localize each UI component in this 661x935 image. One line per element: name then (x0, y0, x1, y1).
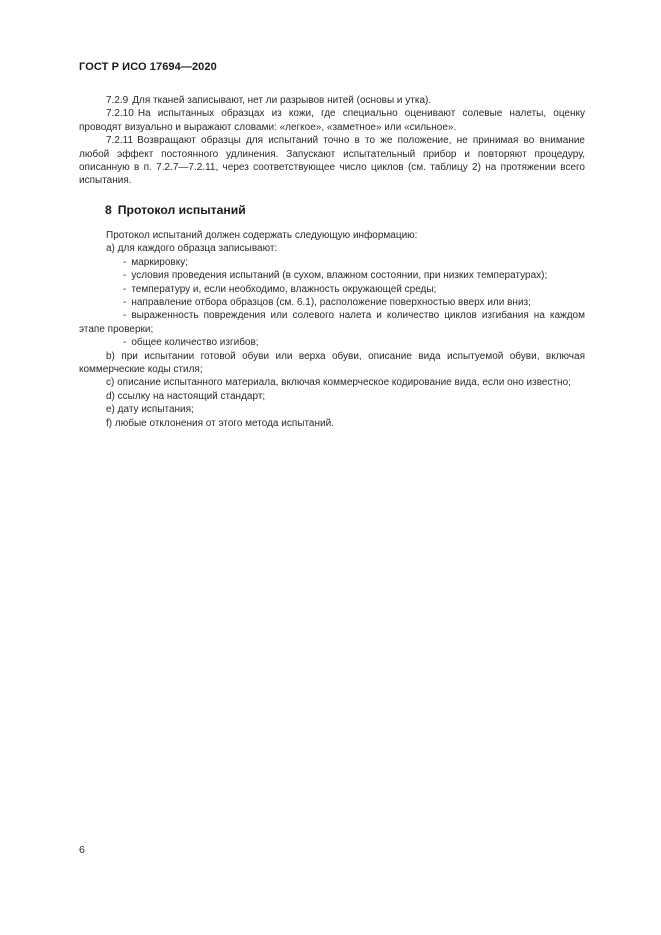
clause-text: Для тканей записывают, нет ли разрывов нитей (основы и утка). (132, 95, 432, 106)
clause-7-2-11 (79, 134, 585, 188)
list-item-d: d) ссылку на настоящий стандарт; (106, 390, 266, 402)
clause-7-2-9 (79, 94, 585, 107)
sub-item-text: выраженность повреждения или солевого налета и количество циклов изгибания на каждом этапе проверки; (79, 310, 585, 335)
list-item-f: f) любые отклонения от этого метода испытаний. (106, 417, 334, 429)
section-title: Протокол испытаний (117, 203, 246, 217)
section-8-heading (105, 203, 246, 217)
sub-item-direction (79, 296, 585, 309)
sub-item-damage (79, 309, 585, 336)
dash-marker: - (123, 270, 127, 282)
sub-item-temperature (79, 283, 585, 296)
section-number: 8 (105, 203, 112, 217)
sub-item-text: условия проведения испытаний (в сухом, влажном состоянии, при низких температурах); (131, 270, 548, 282)
sub-item-text: маркировку; (131, 256, 189, 268)
sub-item-conditions (79, 269, 585, 282)
section-8-intro: Протокол испытаний должен содержать следующую информацию: (106, 230, 418, 241)
dash-marker: - (123, 310, 127, 322)
list-item-a: a) для каждого образца записывают: (106, 243, 278, 255)
sub-item-text: общее количество изгибов; (131, 337, 259, 349)
document-header: ГОСТ Р ИСО 17694—2020 (79, 61, 217, 73)
clause-7-2-10 (79, 107, 585, 134)
section-8-body (79, 229, 585, 430)
list-item-e: e) дату испытания; (106, 404, 194, 416)
dash-marker: - (123, 256, 127, 268)
clause-number: 7.2.10 (106, 108, 134, 120)
sub-item-total-flexes (79, 336, 585, 349)
list-item-c: c) описание испытанного материала, включая коммерческое кодирование вида, если оно известно; (106, 377, 571, 389)
sub-item-text: температуру и, если необходимо, влажность окружающей среды; (131, 283, 437, 295)
dash-marker: - (123, 297, 127, 309)
clause-number: 7.2.9 (106, 95, 129, 106)
dash-marker: - (123, 283, 127, 295)
clauses-7-block (79, 94, 585, 188)
list-item-b: b) при испытании готовой обуви или верха обуви, описание вида испытуемой обуви, включая коммерческие коды стиля; (79, 350, 585, 376)
dash-marker: - (123, 337, 127, 349)
page-number: 6 (79, 844, 85, 856)
clause-text: Возвращают образцы для испытаний точно в то же положение, не принимая во внимание любой эффект постоянного удлинения. Запускают испытательный прибор и повторяют процедуру, описанную в п. 7.2.7—7.2.11, через соответствующее число циклов (см. таблицу 2) на протяжении всего испытания. (79, 135, 585, 187)
clause-text: На испытанных образцах из кожи, где специально оценивают солевые налеты, оценку проводят визуально и выражают словами: «легкое», «заметное» или «сильное». (79, 108, 585, 133)
sub-item-marking (79, 256, 585, 269)
clause-number: 7.2.11 (106, 135, 134, 147)
sub-item-text: направление отбора образцов (см. 6.1), расположение поверхностью вверх или вниз; (131, 297, 531, 309)
